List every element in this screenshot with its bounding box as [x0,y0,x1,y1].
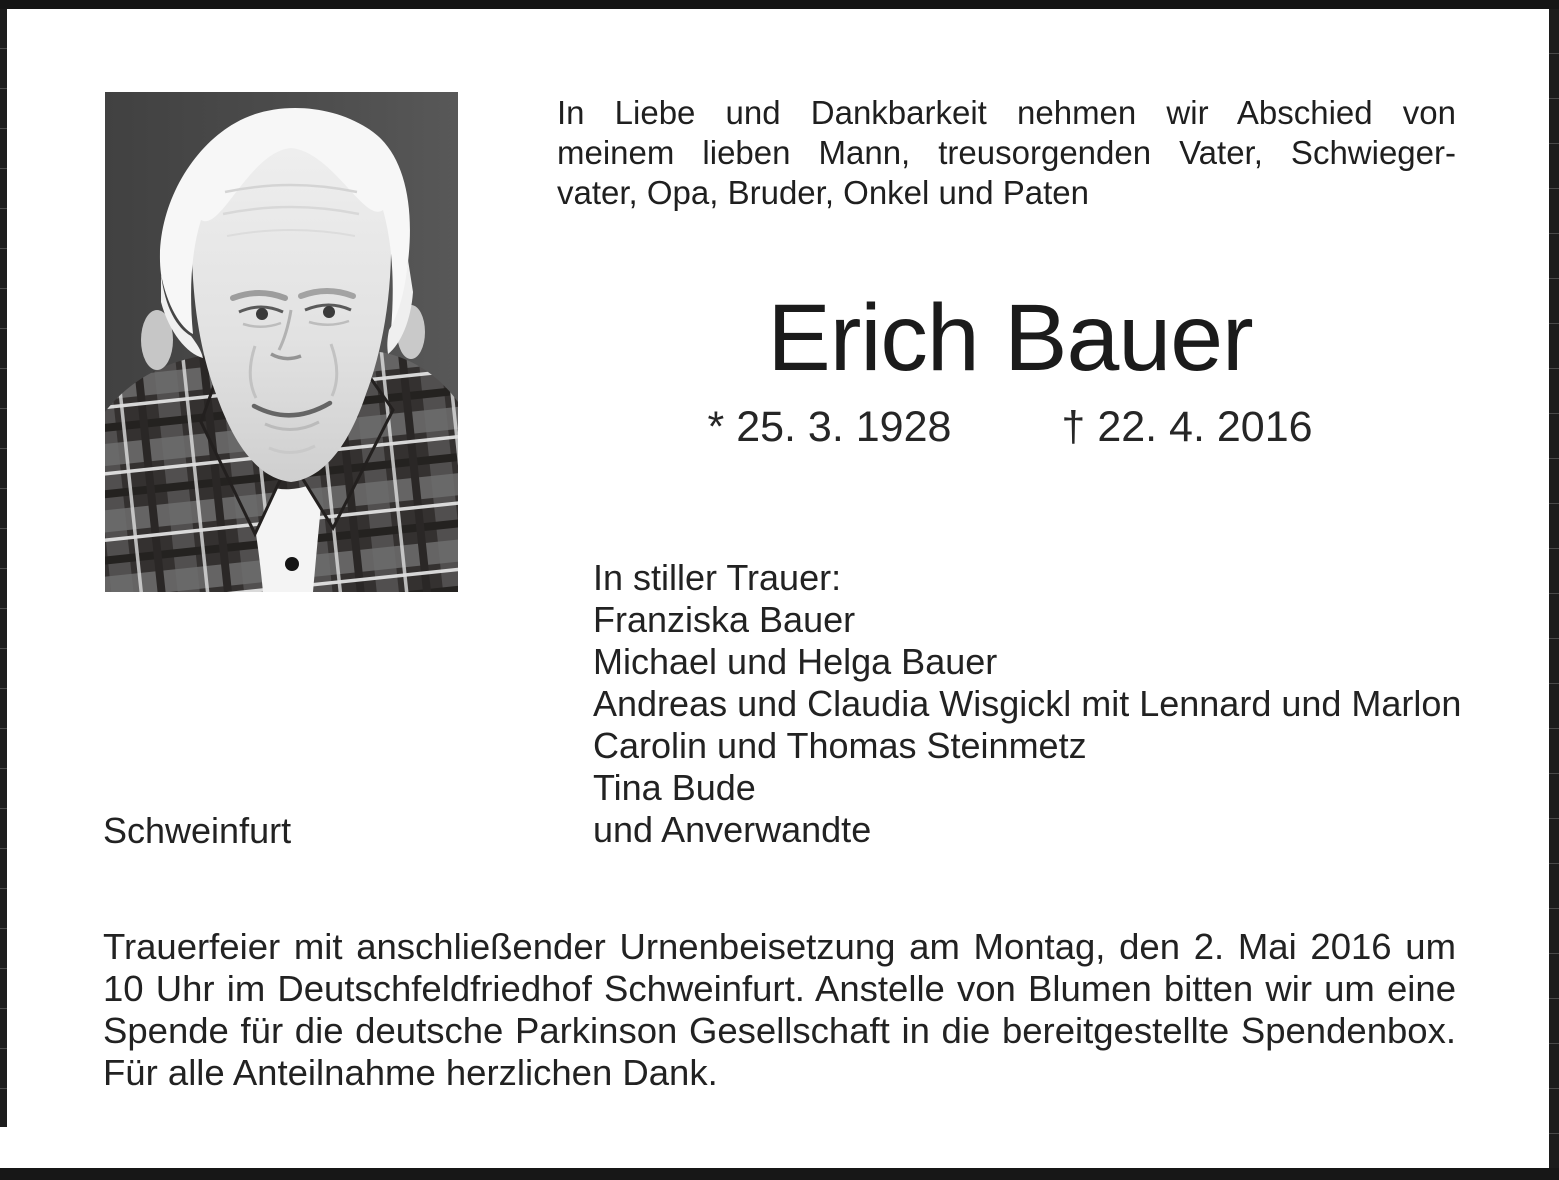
death-cross-symbol: † [1061,403,1086,451]
mourner-line-3: Andreas und Claudia Wisgickl mit Lennard und Marlon [593,683,1462,724]
mourner-line-6: und Anverwandte [593,809,872,850]
intro-paragraph [557,93,1456,213]
deceased-name: Erich Bauer [767,285,1253,391]
life-dates [560,403,1460,451]
birth-symbol: * [707,403,725,451]
mourner-line-2: Michael und Helga Bauer [593,641,998,682]
mourners-heading: In stiller Trauer: [593,557,842,598]
birth-date-value: 25. 3. 1928 [736,403,952,451]
mourner-line-1: Franziska Bauer [593,599,856,640]
closing-line-2: 10 Uhr im Deutschfeldfriedhof Schweinfurt. Anstelle von Blumen bitten wir um eine [103,968,1456,1009]
mourner-line-5: Tina Bude [593,767,756,808]
intro-line-3: vater, Opa, Bruder, Onkel und Paten [557,174,1089,211]
mourner-line-4: Carolin und Thomas Steinmetz [593,725,1087,766]
closing-line-4: Für alle Anteilnahme herzlichen Dank. [103,1052,718,1093]
closing-line-1: Trauerfeier mit anschließender Urnenbeisetzung am Montag, den 2. Mai 2016 um [103,926,1456,967]
frame-left-strip [0,9,7,1127]
city-label: Schweinfurt [103,810,292,851]
closing-line-3: Spende für die deutsche Parkinson Gesellschaft in die bereitgestellte Spendenbox. [103,1010,1456,1051]
portrait-photo-illustration [105,92,458,592]
closing-paragraph [103,926,1456,1094]
intro-line-2: meinem lieben Mann, treusorgenden Vater, Schwieger- [557,134,1456,171]
frame-bottom-bar [0,1168,1559,1180]
mourners-list [593,557,1493,851]
death-date-value: 22. 4. 2016 [1097,403,1313,451]
frame-right-strip [1549,9,1559,1180]
death-date [1061,403,1312,451]
frame-top-bar [0,0,1559,9]
birth-date [707,403,951,451]
intro-line-1: In Liebe und Dankbarkeit nehmen wir Abschied von [557,94,1456,131]
portrait-photo [105,92,458,592]
